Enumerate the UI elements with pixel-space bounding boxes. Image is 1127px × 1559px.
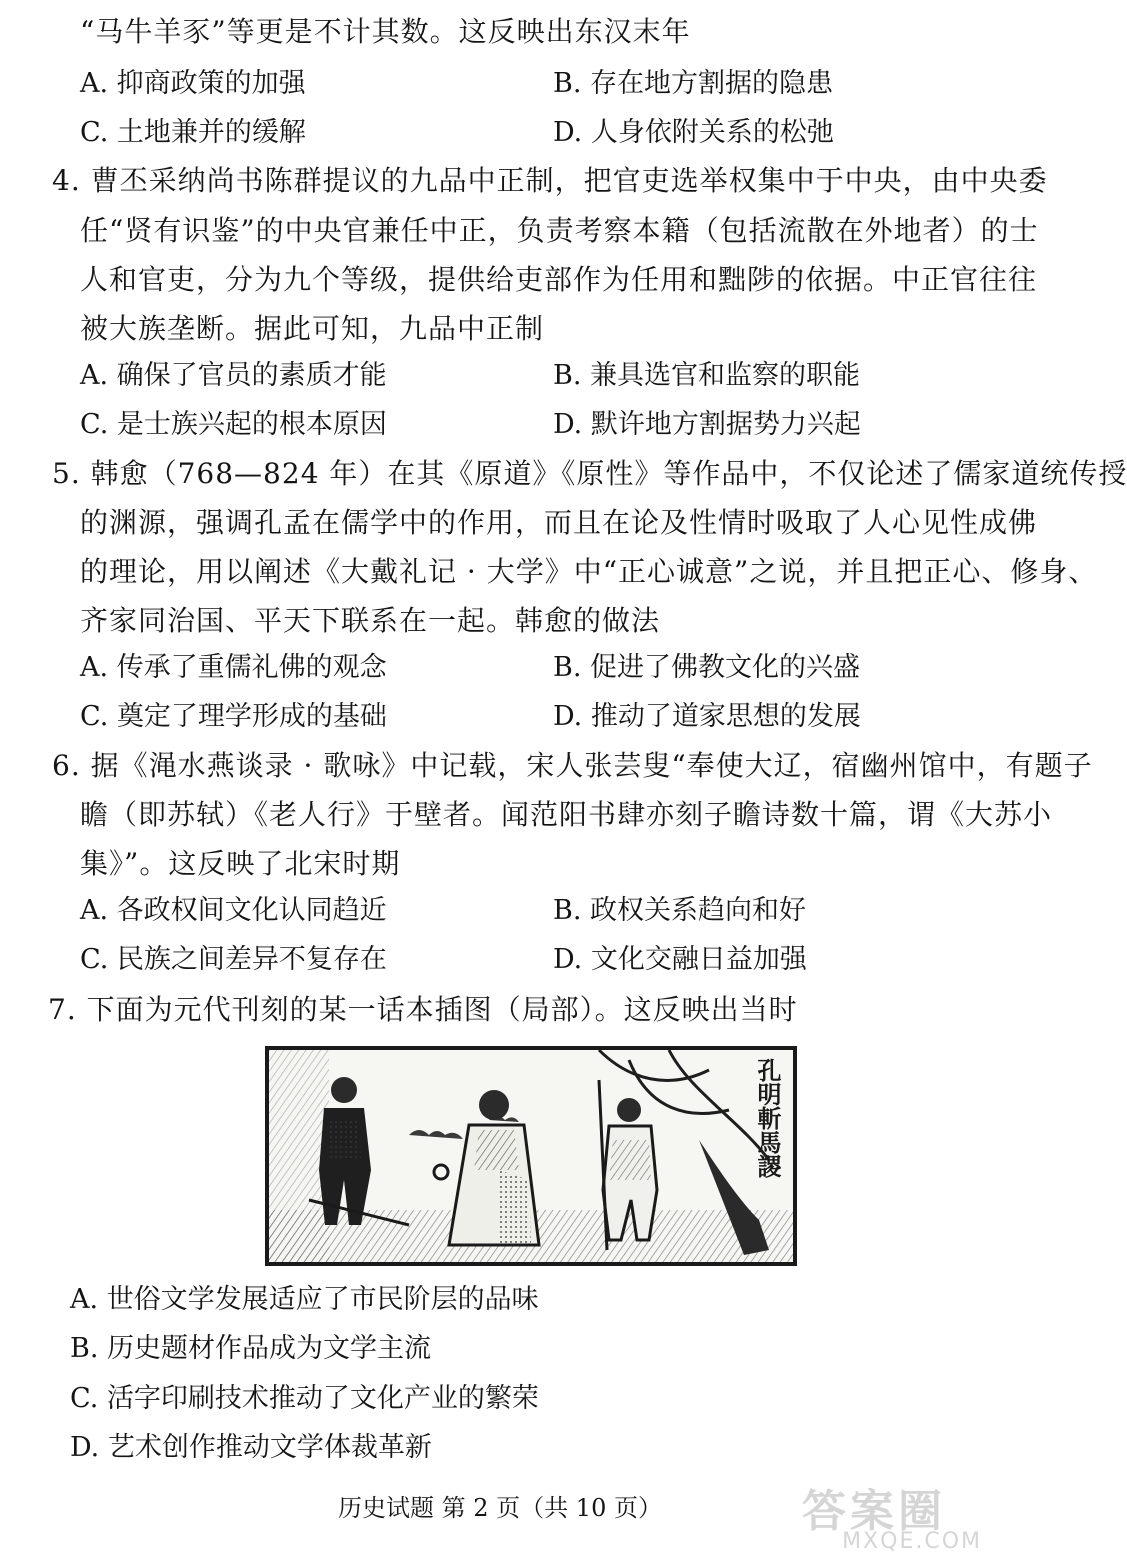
q7-line-1: 7. 下面为元代刊刻的某一话本插图（局部）。这反映出当时 xyxy=(48,993,798,1026)
page-footer: 历史试题 第 2 页（共 10 页） xyxy=(338,1494,662,1522)
q4-option-d: D. 默许地方割据势力兴起 xyxy=(553,409,861,440)
q5-option-a: A. 传承了重儒礼佛的观念 xyxy=(80,652,387,683)
q3-option-a: A. 抑商政策的加强 xyxy=(80,68,306,99)
q3-text-tail: “马牛羊豕”等更是不计其数。这反映出东汉末年 xyxy=(80,15,691,48)
q5-line-2: 的渊源，强调孔孟在儒学中的作用，而且在论及性情时吸取了人心见性成佛 xyxy=(80,506,1038,539)
q7-option-c: C. 活字印刷技术推动了文化产业的繁荣 xyxy=(70,1383,539,1414)
illustration-artwork xyxy=(269,1050,793,1262)
q6-line-3: 集》”。这反映了北宋时期 xyxy=(80,847,401,880)
q3-option-b: B. 存在地方割据的隐患 xyxy=(553,68,834,99)
q4-option-c: C. 是士族兴起的根本原因 xyxy=(80,409,387,440)
q6-line-1: 6. 据《渑水燕谈录 · 歌咏》中记载，宋人张芸叟“奉使大辽，宿幽州馆中，有题子 xyxy=(52,749,1093,782)
q4-option-b: B. 兼具选官和监察的职能 xyxy=(553,360,861,391)
q3-option-d: D. 人身依附关系的松弛 xyxy=(553,117,834,148)
q4-line-1: 4. 曹丕采纳尚书陈群提议的九品中正制，把官吏选举权集中于中央，由中央委 xyxy=(52,164,1048,197)
q5-option-d: D. 推动了道家思想的发展 xyxy=(553,701,861,732)
site-watermark xyxy=(802,1475,982,1559)
q5-option-b: B. 促进了佛教文化的兴盛 xyxy=(553,652,861,683)
illustration-caption: 孔明斬馬謖 xyxy=(753,1058,782,1178)
q4-line-3: 人和官吏，分为九个等级，提供给吏部作为任用和黜陟的依据。中正官往往 xyxy=(80,263,1038,296)
q7-option-a: A. 世俗文学发展适应了市民阶层的品味 xyxy=(70,1284,539,1315)
q5-option-c: C. 奠定了理学形成的基础 xyxy=(80,701,387,732)
q5-line-3: 的理论，用以阐述《大戴礼记 · 大学》中“正心诚意”之说，并且把正心、修身、 xyxy=(80,555,1098,588)
q4-line-4: 被大族垄断。据此可知，九品中正制 xyxy=(80,312,545,345)
q4-line-2: 任“贤有识鉴”的中央官兼任中正，负责考察本籍（包括流散在外地者）的士 xyxy=(80,214,1039,247)
q3-option-c: C. 土地兼并的缓解 xyxy=(80,117,306,148)
q7-option-b: B. 历史题材作品成为文学主流 xyxy=(70,1333,432,1364)
q6-option-c: C. 民族之间差异不复存在 xyxy=(80,944,387,975)
q4-option-a: A. 确保了官员的素质才能 xyxy=(80,360,387,391)
watermark-url: MXQE.COM xyxy=(842,1529,982,1554)
q5-line-4: 齐家同治国、平天下联系在一起。韩愈的做法 xyxy=(80,604,661,637)
q6-option-d: D. 文化交融日益加强 xyxy=(553,944,807,975)
q7-option-d: D. 艺术创作推动文学体裁革新 xyxy=(70,1432,432,1463)
q6-line-2: 瞻（即苏轼）《老人行》于壁者。闻范阳书肆亦刻子瞻诗数十篇，谓《大苏小 xyxy=(80,798,1053,831)
watermark-logo-text: 答案圈 xyxy=(802,1486,946,1537)
q6-option-b: B. 政权关系趋向和好 xyxy=(553,895,807,926)
yuan-woodblock-illustration xyxy=(265,1046,797,1266)
q6-option-a: A. 各政权间文化认同趋近 xyxy=(80,895,387,926)
q5-line-1: 5. 韩愈（768—824 年）在其《原道》《原性》等作品中，不仅论述了儒家道统传授 xyxy=(52,457,1127,490)
